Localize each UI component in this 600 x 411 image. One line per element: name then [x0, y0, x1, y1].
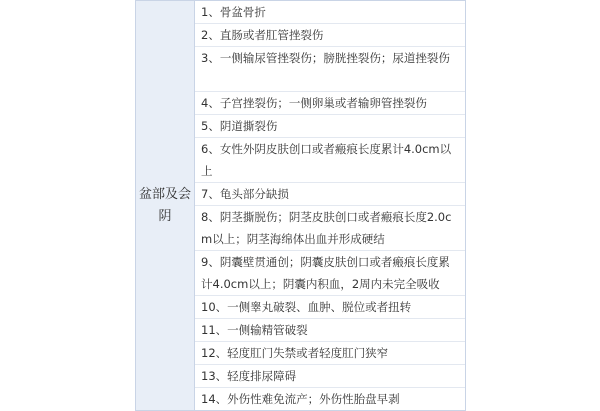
list-item: 11、一侧输精管破裂: [195, 319, 465, 342]
table-row: [136, 1, 466, 411]
list-item: 12、轻度肛门失禁或者轻度肛门狭窄: [195, 342, 465, 365]
list-item: 13、轻度排尿障碍: [195, 365, 465, 388]
list-item: 10、一侧睾丸破裂、血肿、脱位或者扭转: [195, 296, 465, 319]
list-item: 1、骨盆骨折: [195, 1, 465, 24]
list-item: 3、一侧输尿管挫裂伤；膀胱挫裂伤；尿道挫裂伤: [195, 47, 465, 92]
list-item: 7、龟头部分缺损: [195, 183, 465, 206]
list-item: 2、直肠或者肛管挫裂伤: [195, 24, 465, 47]
list-item: 8、阴茎撕脱伤；阴茎皮肤创口或者瘢痕长度2.0cm以上；阴茎海绵体出血并形成硬结: [195, 206, 465, 251]
items-cell: [195, 1, 466, 411]
category-label: 盆部及会阴: [139, 186, 192, 224]
category-cell: [136, 1, 195, 411]
list-item: 9、阴囊壁贯通创；阴囊皮肤创口或者瘢痕长度累计4.0cm以上；阴囊内积血，2周内未完全吸收: [195, 251, 465, 296]
list-item: 14、外伤性难免流产；外伤性胎盘早剥: [201, 392, 400, 406]
list-item: 5、阴道撕裂伤: [195, 115, 465, 138]
list-item: 4、子宫挫裂伤；一侧卵巢或者输卵管挫裂伤: [195, 92, 465, 115]
injury-table: [135, 0, 466, 411]
list-item: 6、女性外阴皮肤创口或者瘢痕长度累计4.0cm以上: [195, 138, 465, 183]
